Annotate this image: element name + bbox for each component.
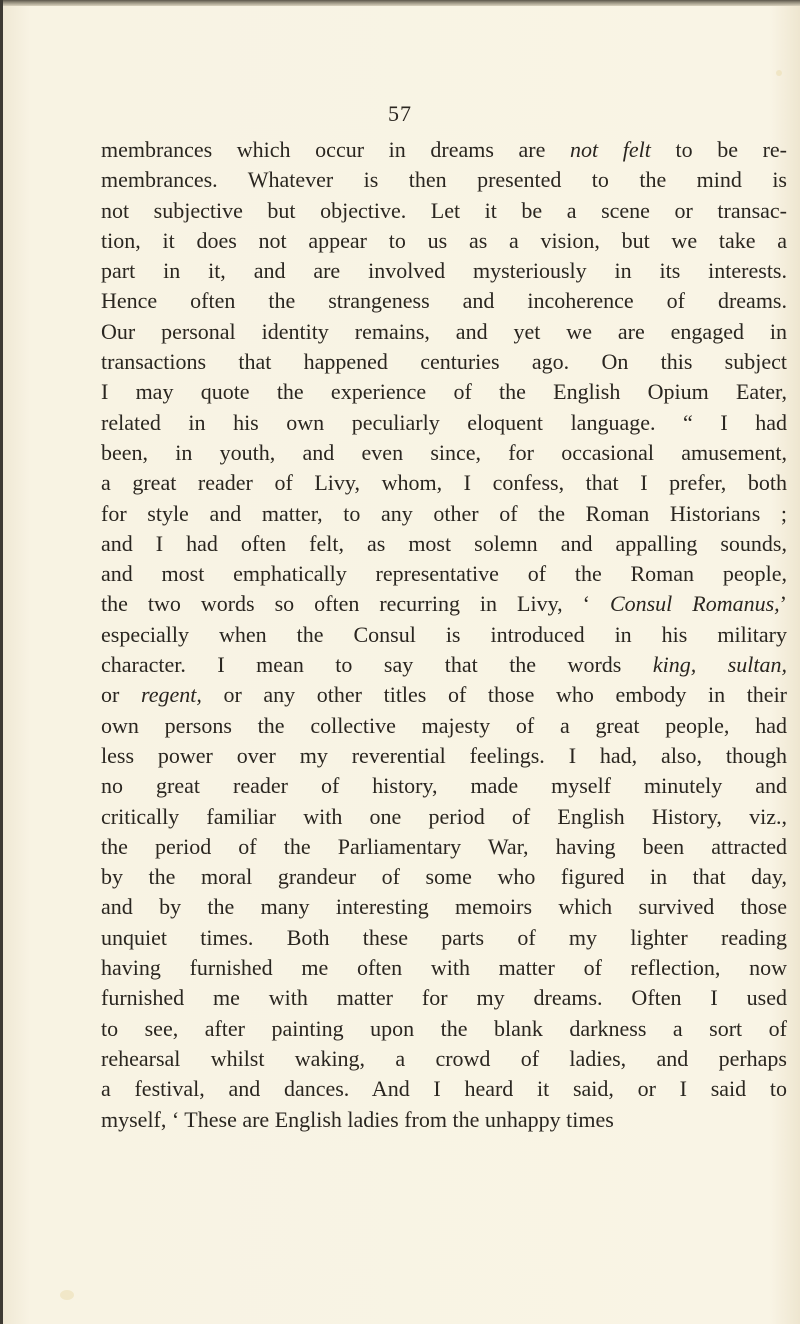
text-segment: been, in youth, and even since, for occasional amusement, xyxy=(101,439,787,465)
paper-foxing-spot xyxy=(60,1290,74,1300)
text-segment: and by the many interesting memoirs which survived those xyxy=(101,894,787,920)
italic-phrase: king, xyxy=(652,652,697,678)
text-segment: membrances. Whatever is then presented to the mind is xyxy=(101,167,787,193)
page-top-edge xyxy=(0,0,800,6)
text-segment: no great reader of history, made myself minutely and xyxy=(101,773,787,799)
text-segment: tion, it does not appear to us as a vision, but we take a xyxy=(101,227,787,253)
text-segment: having furnished me often with matter of reflection, now xyxy=(101,955,787,981)
italic-phrase: not felt xyxy=(570,137,651,162)
text-segment: Hence often the strangeness and incoherence of dreams. xyxy=(101,288,787,314)
italic-phrase: regent, xyxy=(140,682,202,708)
text-segment: a great reader of Livy, whom, I confess, that I prefer, both xyxy=(101,470,787,496)
text-line xyxy=(101,711,787,741)
italic-phrase: Consul Romanus, xyxy=(609,591,780,617)
text-segment: critically familiar with one period of English History, viz., xyxy=(101,803,787,829)
text-segment: to see, after painting upon the blank darkness a sort of xyxy=(101,1015,787,1041)
text-segment: rehearsal whilst waking, a crowd of ladies, and perhaps xyxy=(101,1045,787,1071)
text-line xyxy=(101,165,787,195)
text-line xyxy=(101,862,787,892)
page-number: 57 xyxy=(388,101,412,126)
text-segment: own persons the collective majesty of a great people, had xyxy=(101,712,787,738)
text-segment: unquiet times. Both these parts of my lighter reading xyxy=(101,924,787,950)
text-segment: especially when the Consul is introduced in his military xyxy=(101,621,787,647)
text-segment: a festival, and dances. And I heard it said, or I said to xyxy=(101,1076,787,1102)
text-line xyxy=(101,741,787,771)
text-segment: the two words so often recurring in Livy, ‘ xyxy=(101,591,610,617)
body-text xyxy=(101,135,787,1135)
text-line xyxy=(101,438,787,468)
text-line xyxy=(101,408,787,438)
text-line xyxy=(101,377,787,407)
text-line xyxy=(101,923,787,953)
text-line xyxy=(101,1074,787,1104)
text-segment: character. I mean to say that the words xyxy=(101,652,653,678)
text-line xyxy=(101,1105,787,1135)
text-segment: and I had often felt, as most solemn and appalling sounds, xyxy=(101,530,787,556)
text-line xyxy=(101,196,787,226)
text-segment: or xyxy=(101,682,141,708)
text-line xyxy=(101,135,787,165)
text-segment: membrances which occur in dreams are xyxy=(101,137,571,162)
text-line xyxy=(101,953,787,983)
text-segment: and most emphatically representative of the Roman people, xyxy=(101,561,787,587)
text-line xyxy=(101,983,787,1013)
text-line xyxy=(101,347,787,377)
text-segment: myself, ‘ These are English ladies from the unhappy times xyxy=(101,1106,614,1132)
text-line xyxy=(101,1014,787,1044)
text-segment: transactions that happened centuries ago. On this subject xyxy=(101,349,787,375)
text-line xyxy=(101,589,787,619)
text-segment: to be re- xyxy=(650,137,788,162)
text-line xyxy=(101,771,787,801)
text-segment: related in his own peculiarly eloquent language. “ I had xyxy=(101,409,787,435)
text-segment: the period of the Parliamentary War, having been attracted xyxy=(101,833,787,859)
italic-phrase: sultan, xyxy=(727,652,788,678)
text-segment xyxy=(696,652,728,677)
text-segment: furnished me with matter for my dreams. Often I used xyxy=(101,985,787,1011)
text-line xyxy=(101,559,787,589)
text-line xyxy=(101,1044,787,1074)
text-line xyxy=(101,620,787,650)
text-line xyxy=(101,286,787,316)
text-line xyxy=(101,650,787,680)
text-segment: or any other titles of those who embody in their xyxy=(201,682,788,708)
text-line xyxy=(101,802,787,832)
text-segment: less power over my reverential feelings. I had, also, though xyxy=(101,742,787,768)
text-segment: not subjective but objective. Let it be a scene or transac- xyxy=(101,197,787,223)
text-line xyxy=(101,892,787,922)
paper-foxing-spot xyxy=(776,70,782,76)
text-line xyxy=(101,317,787,347)
text-segment: Our personal identity remains, and yet we are engaged in xyxy=(101,318,787,344)
text-line xyxy=(101,226,787,256)
text-line xyxy=(101,256,787,286)
text-segment: ’ xyxy=(779,591,787,617)
text-segment: I may quote the experience of the English Opium Eater, xyxy=(101,379,787,405)
text-line xyxy=(101,499,787,529)
page-binding-edge xyxy=(0,0,3,1324)
text-segment: by the moral grandeur of some who figured in that day, xyxy=(101,864,787,890)
text-line xyxy=(101,832,787,862)
text-line xyxy=(101,468,787,498)
text-segment: part in it, and are involved mysteriously in its interests. xyxy=(101,258,787,284)
text-line xyxy=(101,680,787,710)
text-line xyxy=(101,529,787,559)
text-segment: for style and matter, to any other of the Roman Historians ; xyxy=(101,500,787,526)
